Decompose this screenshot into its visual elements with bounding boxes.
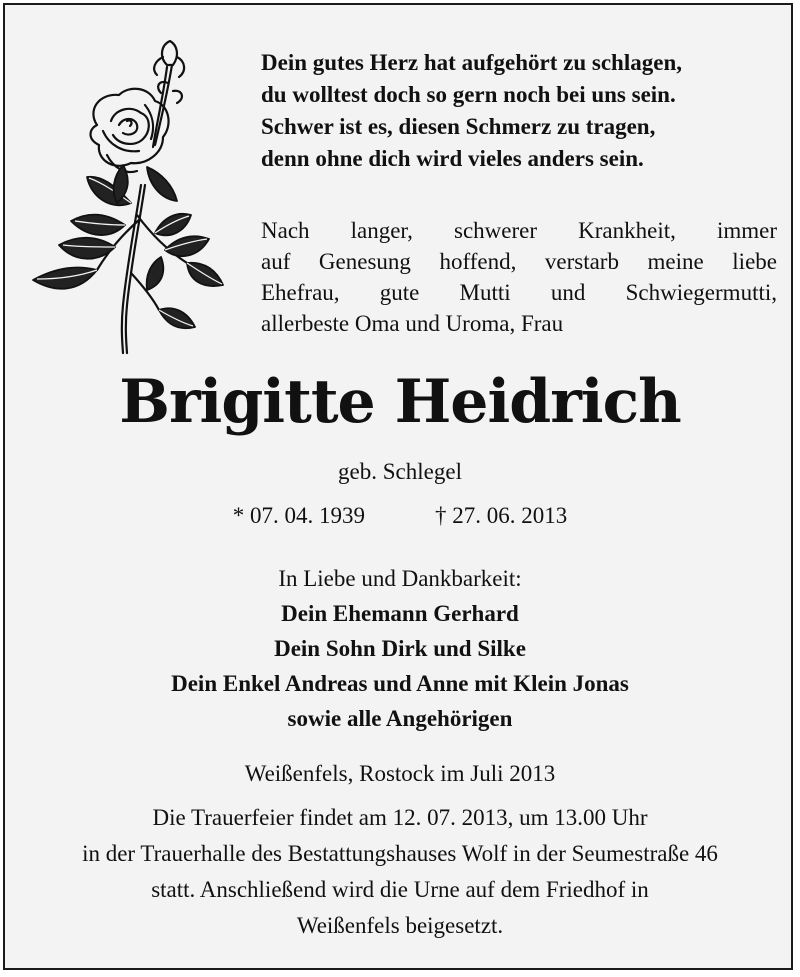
mourners-block (5, 561, 793, 736)
poem-line: du wolltest doch so gern noch bei uns sein. (261, 82, 676, 107)
mourner-line: Dein Ehemann Gerhard (281, 601, 519, 626)
maiden-name: geb. Schlegel (338, 459, 462, 484)
thanks-heading: In Liebe und Dankbarkeit: (278, 566, 522, 591)
life-dates (5, 501, 793, 531)
announcement-line: allerbeste Oma und Uroma, Frau (261, 311, 564, 336)
funeral-details (5, 800, 793, 944)
death-announcement (261, 215, 777, 339)
poem-line: denn ohne dich wird vieles anders sein. (261, 146, 644, 171)
mourner-line: sowie alle Angehörigen (287, 706, 513, 731)
birth-date: * 07. 04. 1939 (232, 503, 365, 528)
rose-illustration (27, 35, 227, 355)
place-and-date: Weißenfels, Rostock im Juli 2013 (244, 761, 556, 786)
obituary-notice (3, 3, 793, 970)
announcement-line: auf Genesung hoffend, verstarb meine liebe (261, 249, 777, 274)
poem-line: Schwer ist es, diesen Schmerz zu tragen, (261, 114, 656, 139)
mourner-line: Dein Sohn Dirk und Silke (274, 636, 526, 661)
death-date: † 27. 06. 2013 (435, 503, 568, 528)
mourner-line: Dein Enkel Andreas und Anne mit Klein Jonas (171, 671, 629, 696)
funeral-line: Weißenfels beigesetzt. (296, 913, 504, 938)
poem (261, 47, 781, 175)
poem-line: Dein gutes Herz hat aufgehört zu schlagen, (261, 50, 682, 75)
funeral-line: in der Trauerhalle des Bestattungshauses Wolf in der Seumestraße 46 (82, 841, 718, 866)
funeral-line: statt. Anschließend wird die Urne auf dem Friedhof in (151, 877, 649, 902)
funeral-line: Die Trauerfeier findet am 12. 07. 2013, um 13.00 Uhr (152, 805, 648, 830)
announcement-line: Nach langer, schwerer Krankheit, immer (261, 218, 777, 243)
deceased-name: Brigitte Heidrich (119, 367, 681, 437)
announcement-line: Ehefrau, gute Mutti und Schwiegermutti, (261, 280, 777, 305)
